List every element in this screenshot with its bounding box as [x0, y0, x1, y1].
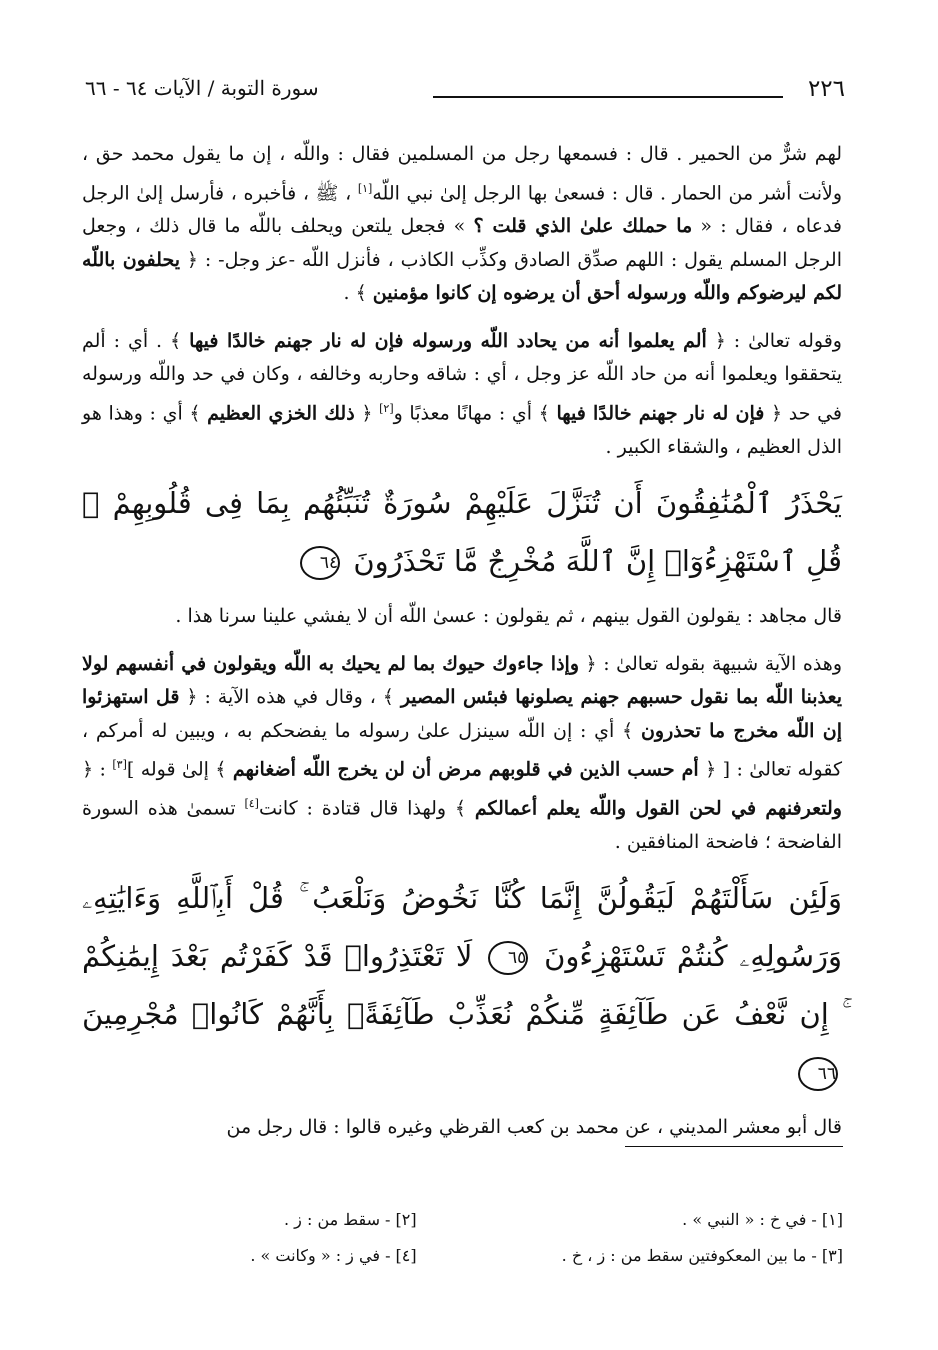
footnote-1: [١] - في خ : « النبي » .: [682, 1210, 843, 1229]
footnote-marker-4[interactable]: [٤]: [244, 796, 259, 810]
verse-number-65: ٦٥: [488, 941, 528, 975]
verse-number-66: ٦٦: [798, 1057, 838, 1091]
quran-verse-64: يَحْذَرُ ٱلْمُنَٰفِقُونَ أَن تُنَزَّلَ عَلَيْهِمْ سُورَةٌ تُنَبِّئُهُم بِمَا فِى قُلُوبِهِمْ ۚ قُلِ ٱسْتَهْزِءُوٓا۟ إِنَّ ٱللَّهَ مُخْرِجٌ مَّا تَحْذَرُونَ ٦٤: [82, 486, 842, 579]
paragraph-4: وهذه الآية شبيهة بقوله تعالىٰ : ﴿ وإذا جاءوك حيوك بما لم يحيك به اللّه ويقولون في أنفسهم لولا يعذبنا اللّه بما نقول حسبهم جهنم يصلونها فبئس المصير ﴾ ، وقال في هذه الآية : ﴿ قل استهزئوا إن اللّه مخرج ما تحذرون ﴾ أي : إن اللّه سينزل علىٰ رسوله ما يفضحكم به ، ويبين له أمركم ، كقوله تعالىٰ : [ ﴿ أم حسب الذين في قلوبهم مرض أن لن يخرج اللّه أضغانهم ﴾ إلىٰ قوله ][٣] : ﴿ ولتعرفنهم في لحن القول واللّه يعلم أعمالكم ﴾ ولهذا قال قتادة : كانت[٤] تسمىٰ هذه السورة الفاضحة ؛ فاضحة المنافقين .: [82, 652, 842, 853]
paragraph-5: قال أبو معشر المديني ، عن محمد بن كعب القرظي وغيره قالوا : قال رجل من: [226, 1116, 842, 1139]
hadith-quote: ما حملك علىٰ الذي قلت ؟: [473, 215, 693, 238]
paragraph-3: قال مجاهد : يقولون القول بينهم ، ثم يقولون : عسىٰ اللّه أن لا يفشي علينا سرنا هذا .: [175, 605, 842, 628]
footnotes: [95, 1202, 843, 1274]
footnote-4: [٤] - في ز : « وكانت » .: [250, 1246, 417, 1265]
quran-verses-65-66: وَلَئِن سَأَلْتَهُمْ لَيَقُولُنَّ إِنَّمَا كُنَّا نَخُوضُ وَنَلْعَبُ ۚ قُلْ أَبِٱللَّهِ وَءَايَٰتِهِۦ وَرَسُولِهِۦ كُنتُمْ تَسْتَهْزِءُونَ ٦٥ لَا تَعْتَذِرُوا۟ قَدْ كَفَرْتُم بَعْدَ إِيمَٰنِكُمْ ۚ إِن نَّعْفُ عَن طَآئِفَةٍ مِّنكُمْ نُعَذِّبْ طَآئِفَةًۢ بِأَنَّهُمْ كَانُوا۟ مُجْرِمِينَ ٦٦: [82, 869, 842, 1101]
footnote-row: [95, 1202, 843, 1238]
footnote-marker-3[interactable]: [٣]: [112, 758, 127, 772]
footnote-separator: [625, 1146, 843, 1147]
footnote-marker-2[interactable]: [٢]: [379, 401, 394, 415]
quran-quote: يحلفون باللّه لكم ليرضوكم واللّه ورسوله أحق أن يرضوه إن كانوا مؤمنين: [82, 248, 842, 305]
footnote-3: [٣] - ما بين المعكوفتين سقط من : ز ، خ .: [561, 1246, 843, 1265]
footnote-2: [٢] - سقط من : ز .: [283, 1210, 417, 1229]
running-title: سورة التوبة / الآيات ٦٤ - ٦٦: [85, 76, 319, 100]
footnote-marker-1[interactable]: [١]: [357, 181, 373, 195]
main-text: [82, 138, 842, 1145]
verse-number-64: ٦٤: [300, 546, 340, 580]
page-number: ٢٢٦: [807, 76, 845, 102]
header-rule: [433, 96, 783, 98]
page-header: [85, 76, 845, 116]
footnote-row: [95, 1238, 843, 1274]
paragraph-1: لهم شرٌّ من الحمير . قال : فسمعها رجل من المسلمين فقال : واللّه ، إن ما يقول محمد حق ، ولأنت أشر من الحمار . قال : فسعىٰ بها الرجل إلىٰ نبي اللّه[١] ، ﷺ ، فأخبره ، فأرسل إلىٰ الرجل فدعاه ، فقال : « ما حملك علىٰ الذي قلت ؟ » فجعل يلتعن ويحلف باللّه ما قال ذلك ، وجعل الرجل المسلم يقول : اللهم صدِّق الصادق وكذِّب الكاذب ، فأنزل اللّه -عز وجل- : ﴿ يحلفون باللّه لكم ليرضوكم واللّه ورسوله أحق أن يرضوه إن كانوا مؤمنين ﴾ .: [82, 143, 842, 305]
paragraph-2: وقوله تعالىٰ : ﴿ ألم يعلموا أنه من يحادد اللّه ورسوله فإن له نار جهنم خالدًا فيها ﴾ . أي : ألم يتحققوا ويعلموا أنه من حاد اللّه عز وجل ، أي : شاقه وحاربه وخالفه ، وكان في حد واللّه ورسوله في حد ﴿ فإن له نار جهنم خالدًا فيها ﴾ أي : مهانًا معذبًا و[٢] ﴿ ذلك الخزي العظيم ﴾ أي : وهذا هو الذل العظيم ، والشقاء الكبير .: [82, 329, 843, 458]
